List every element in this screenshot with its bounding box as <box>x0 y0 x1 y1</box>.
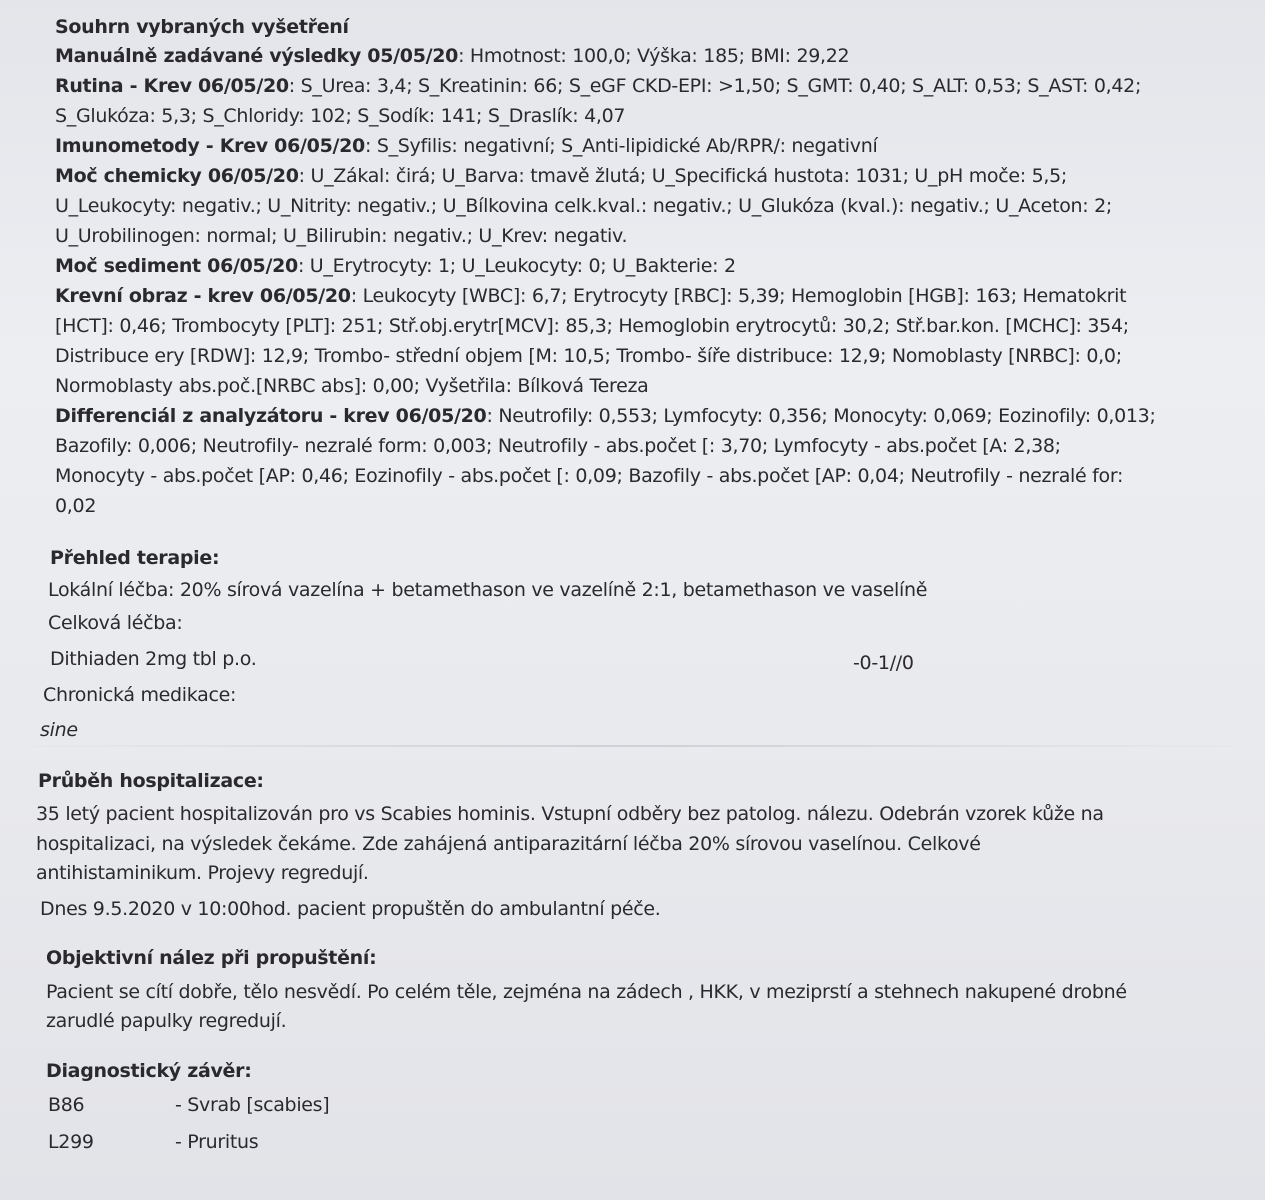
paper-fold <box>0 745 1265 747</box>
summary-line <box>55 403 1156 429</box>
summary-line: Bazofily: 0,006; Neutrofily- nezralé form: 0,003; Neutrofily - abs.počet [: 3,70; Lymfocyty - abs.počet [A: 2,38; <box>55 435 1061 457</box>
diagnosis-desc: - Pruritus <box>175 1131 259 1153</box>
summary-line: U_Leukocyty: negativ.; U_Nitrity: negativ.; U_Bílkovina celk.kval.: negativ.; U_Glukóza (kval.): negativ.; U_Aceton: 2; <box>55 195 1113 217</box>
therapy-title: Přehled terapie: <box>50 547 220 569</box>
summary-line: S_Glukóza: 5,3; S_Chloridy: 102; S_Sodík: 141; S_Draslík: 4,07 <box>55 105 626 127</box>
summary-line: Normoblasty abs.poč.[NRBC abs]: 0,00; Vyšetřila: Bílková Tereza <box>55 375 649 397</box>
line-text: : U_Erytrocyty: 1; U_Leukocyty: 0; U_Bakterie: 2 <box>297 255 736 277</box>
summary-line: U_Urobilinogen: normal; U_Bilirubin: negativ.; U_Krev: negativ. <box>55 225 628 247</box>
summary-line <box>55 283 1126 309</box>
diagnosis-desc: - Svrab [scabies] <box>175 1094 330 1116</box>
finding-text: zarudlé papulky regredují. <box>46 1010 287 1032</box>
diagnosis-title: Diagnostický závěr: <box>46 1060 252 1082</box>
line-text: : Hmotnost: 100,0; Výška: 185; BMI: 29,22 <box>458 45 850 67</box>
diagnosis-code: L299 <box>48 1131 94 1153</box>
summary-line: Monocyty - abs.počet [AP: 0,46; Eozinofily - abs.počet [: 0,09; Bazofily - abs.počet [AP: 0,04; Neutrofily - nezralé for: <box>55 465 1124 487</box>
course-text: 35 letý pacient hospitalizován pro vs Scabies hominis. Vstupní odběry bez patolog. nálezu. Odebrán vzorek kůže na <box>36 803 1104 825</box>
finding-title: Objektivní nález při propuštění: <box>46 947 377 969</box>
therapy-drug: Dithiaden 2mg tbl p.o. <box>50 648 257 670</box>
therapy-chronic: Chronická medikace: <box>43 684 237 706</box>
line-text: : Neutrofily: 0,553; Lymfocyty: 0,356; Monocyty: 0,069; Eozinofily: 0,013; <box>486 405 1156 427</box>
line-label: Manuálně zadávané výsledky 05/05/20 <box>55 45 459 67</box>
line-label: Imunometody - Krev 06/05/20 <box>55 135 365 157</box>
therapy-dose: -0-1//0 <box>853 652 914 674</box>
line-text: : S_Urea: 3,4; S_Kreatinin: 66; S_eGF CKD-EPI: >1,50; S_GMT: 0,40; S_ALT: 0,53; S_AST: 0,42; <box>288 75 1142 97</box>
line-text: : U_Zákal: čirá; U_Barva: tmavě žlutá; U_Specifická hustota: 1031; U_pH moče: 5,5; <box>298 165 1068 187</box>
line-label: Krevní obraz - krev 06/05/20 <box>55 285 351 307</box>
course-text: antihistaminikum. Projevy regredují. <box>36 862 369 884</box>
summary-line: [HCT]: 0,46; Trombocyty [PLT]: 251; Stř.obj.erytr[MCV]: 85,3; Hemoglobin erytrocytů: 30,2; Stř.bar.kon. [MCHC]: 354; <box>55 315 1129 337</box>
line-label: Differenciál z analyzátoru - krev 06/05/20 <box>55 405 487 427</box>
line-text: : S_Syfilis: negativní; S_Anti-lipidické Ab/RPR/: negativní <box>364 135 878 157</box>
summary-line: Distribuce ery [RDW]: 12,9; Trombo- střední objem [M: 10,5; Trombo- šíře distribuce: 12,9; Nomoblasty [NRBC]: 0,0; <box>55 345 1122 367</box>
summary-line: 0,02 <box>55 495 97 517</box>
diagnosis-code: B86 <box>48 1094 85 1116</box>
summary-line <box>55 73 1141 99</box>
summary-title: Souhrn vybraných vyšetření <box>55 16 349 38</box>
summary-line <box>55 163 1067 189</box>
course-title: Průběh hospitalizace: <box>38 770 264 792</box>
line-label: Moč sediment 06/05/20 <box>55 255 298 277</box>
summary-line <box>55 133 877 159</box>
summary-line <box>55 43 849 69</box>
line-label: Rutina - Krev 06/05/20 <box>55 75 289 97</box>
therapy-chronic-value: sine <box>40 719 78 741</box>
therapy-general: Celková léčba: <box>48 612 183 634</box>
course-text: hospitalizaci, na výsledek čekáme. Zde zahájená antiparazitární léčba 20% sírovou vaselínou. Celkové <box>36 833 981 855</box>
line-text: : Leukocyty [WBC]: 6,7; Erytrocyty [RBC]: 5,39; Hemoglobin [HGB]: 163; Hematokrit <box>350 285 1127 307</box>
summary-line <box>55 253 736 279</box>
therapy-local: Lokální léčba: 20% sírová vazelína + betamethason ve vazelíně 2:1, betamethason ve vaselíně <box>48 579 928 601</box>
line-label: Moč chemicky 06/05/20 <box>55 165 299 187</box>
course-text: Dnes 9.5.2020 v 10:00hod. pacient propuštěn do ambulantní péče. <box>40 898 661 920</box>
finding-text: Pacient se cítí dobře, tělo nesvědí. Po celém těle, zejména na zádech , HKK, v meziprstí a stehnech nakupené drobné <box>46 981 1127 1003</box>
